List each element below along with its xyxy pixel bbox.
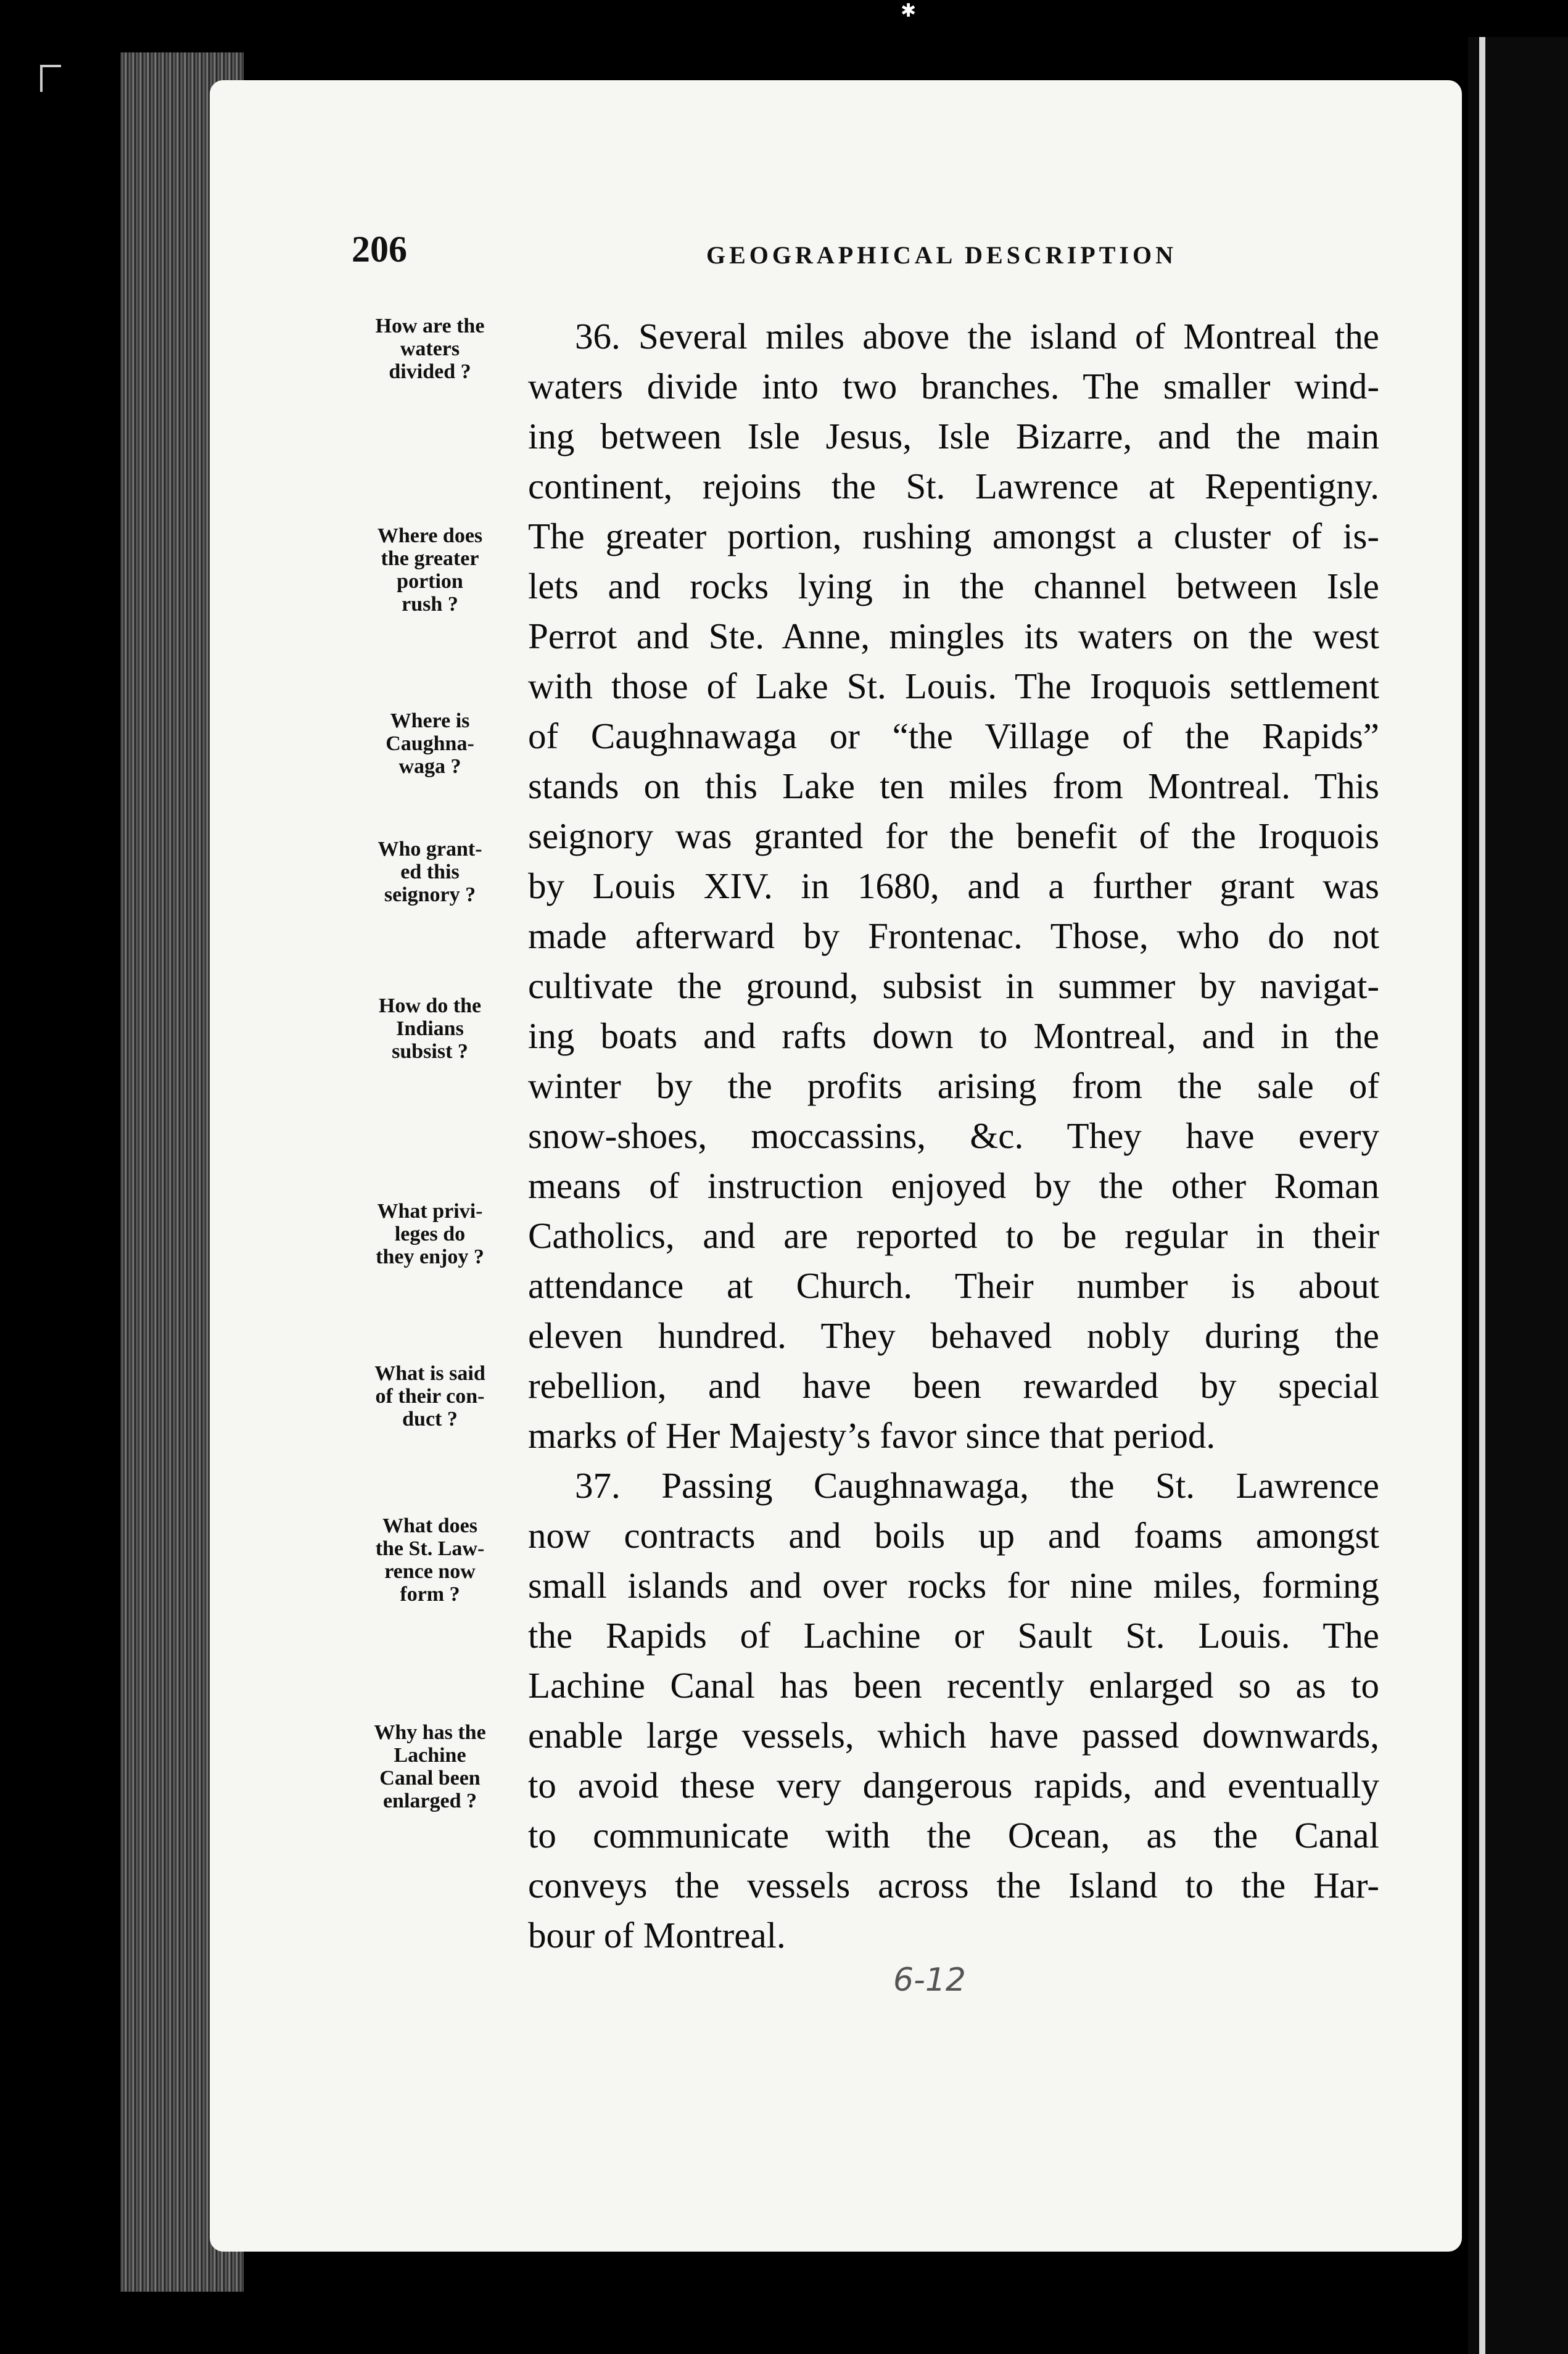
margin-question-line: they enjoy ?	[376, 1245, 484, 1268]
text-line: seignory was granted for the benefit of the Iroquois	[528, 816, 1379, 856]
margin-question-line: What privi-	[377, 1200, 483, 1223]
text-line: waters divide into two branches. The smaller wind-	[528, 366, 1379, 407]
text-line: by Louis XIV. in 1680, and a further grant was	[528, 865, 1379, 906]
margin-question-line: Why has the	[374, 1721, 486, 1744]
text-line: ing between Isle Jesus, Isle Bizarre, and the main	[528, 416, 1379, 456]
film-mark-icon: ✱	[901, 0, 917, 22]
margin-question-line: subsist ?	[392, 1040, 468, 1063]
page-number: 206	[352, 229, 407, 270]
text-line: stands on this Lake ten miles from Montreal. This	[528, 766, 1379, 806]
text-line: Catholics, and are reported to be regular in their	[528, 1215, 1379, 1256]
page-title: GEOGRAPHICAL DESCRIPTION	[706, 241, 1177, 269]
margin-question-line: What is said	[374, 1362, 485, 1385]
margin-question-line: form ?	[400, 1583, 460, 1606]
text-line: winter by the profits arising from the sale of	[528, 1065, 1379, 1106]
text-line: now contracts and boils up and foams amongst	[528, 1515, 1379, 1556]
margin-question-line: portion	[397, 570, 463, 593]
text-line: to avoid these very dangerous rapids, and eventually	[528, 1765, 1379, 1806]
text-line: continent, rejoins the St. Lawrence at Repentigny.	[528, 466, 1379, 506]
text-line: Perrot and Ste. Anne, mingles its waters on the west	[528, 616, 1379, 656]
text-line: with those of Lake St. Louis. The Iroquois settlement	[528, 666, 1379, 706]
margin-question-line: Where is	[390, 709, 470, 732]
margin-question-line: rence now	[384, 1560, 476, 1583]
text-line: marks of Her Majesty’s favor since that period.	[528, 1415, 1216, 1456]
margin-question	[340, 994, 519, 1063]
margin-question-line: seignory ?	[384, 883, 476, 906]
margin-question	[340, 1514, 519, 1606]
text-line: Lachine Canal has been recently enlarged so as to	[528, 1665, 1379, 1706]
margin-question-line: divided ?	[389, 360, 471, 383]
margin-question-line: the greater	[381, 547, 479, 570]
margin-question-line: the St. Law-	[375, 1537, 485, 1560]
text-line: snow-shoes, moccassins, &c. They have every	[528, 1115, 1379, 1156]
text-line: cultivate the ground, subsist in summer by navigat-	[528, 965, 1379, 1006]
margin-question-line: Canal been	[379, 1767, 481, 1790]
text-line: bour of Montreal.	[528, 1915, 786, 1955]
text-line: ing boats and rafts down to Montreal, and in the	[528, 1015, 1379, 1056]
margin-question-line: What does	[382, 1514, 477, 1537]
margin-question-line: duct ?	[402, 1408, 458, 1431]
body-text	[528, 312, 1379, 1960]
margin-question	[340, 838, 519, 906]
margin-question-line: waters	[400, 337, 460, 360]
text-line: rebellion, and have been rewarded by special	[528, 1365, 1379, 1406]
margin-question-line: Who grant-	[378, 838, 482, 861]
margin-question-line: enlarged ?	[382, 1790, 477, 1812]
margin-question	[340, 1362, 519, 1431]
corner-bracket-mark	[40, 65, 61, 92]
text-line: lets and rocks lying in the channel between Isle	[528, 566, 1379, 606]
text-line: small islands and over rocks for nine miles, forming	[528, 1565, 1379, 1606]
text-line: attendance at Church. Their number is about	[528, 1265, 1379, 1306]
text-line: of Caughnawaga or “the Village of the Rapids”	[528, 716, 1379, 756]
facing-page-strip	[1479, 37, 1485, 2354]
margin-question-line: ed this	[400, 861, 460, 883]
margin-question-line: leges do	[394, 1223, 466, 1245]
text-line: means of instruction enjoyed by the other Roman	[528, 1165, 1379, 1206]
facing-page-edge	[1468, 37, 1568, 2354]
text-line: made afterward by Frontenac. Those, who do not	[528, 915, 1379, 956]
margin-question-line: rush ?	[402, 593, 458, 616]
text-line: enable large vessels, which have passed downwards,	[528, 1715, 1379, 1756]
margin-question	[340, 315, 519, 383]
margin-question	[340, 524, 519, 616]
text-line: to communicate with the Ocean, as the Canal	[528, 1815, 1379, 1856]
margin-question-line: waga ?	[398, 755, 461, 778]
margin-question	[340, 709, 519, 778]
margin-question-line: How do the	[378, 994, 482, 1017]
text-line: the Rapids of Lachine or Sault St. Louis. The	[528, 1615, 1379, 1656]
margin-question-line: Indians	[396, 1017, 464, 1040]
text-line: conveys the vessels across the Island to the Har-	[528, 1865, 1379, 1906]
margin-question-line: How are the	[375, 315, 485, 337]
margin-question-line: of their con-	[375, 1385, 485, 1408]
margin-question	[340, 1200, 519, 1268]
text-line: 36. Several miles above the island of Montreal the	[575, 316, 1379, 357]
text-line: eleven hundred. They behaved nobly during the	[528, 1315, 1379, 1356]
text-line: 37. Passing Caughnawaga, the St. Lawrence	[575, 1465, 1379, 1506]
margin-question-line: Where does	[377, 524, 483, 547]
text-line: The greater portion, rushing amongst a cluster of is-	[528, 516, 1379, 556]
margin-question	[340, 1721, 519, 1812]
margin-question-line: Caughna-	[386, 732, 474, 755]
margin-question-line: Lachine	[394, 1744, 466, 1767]
handwritten-note: 6-12	[893, 1962, 967, 1999]
running-head	[352, 228, 1376, 271]
